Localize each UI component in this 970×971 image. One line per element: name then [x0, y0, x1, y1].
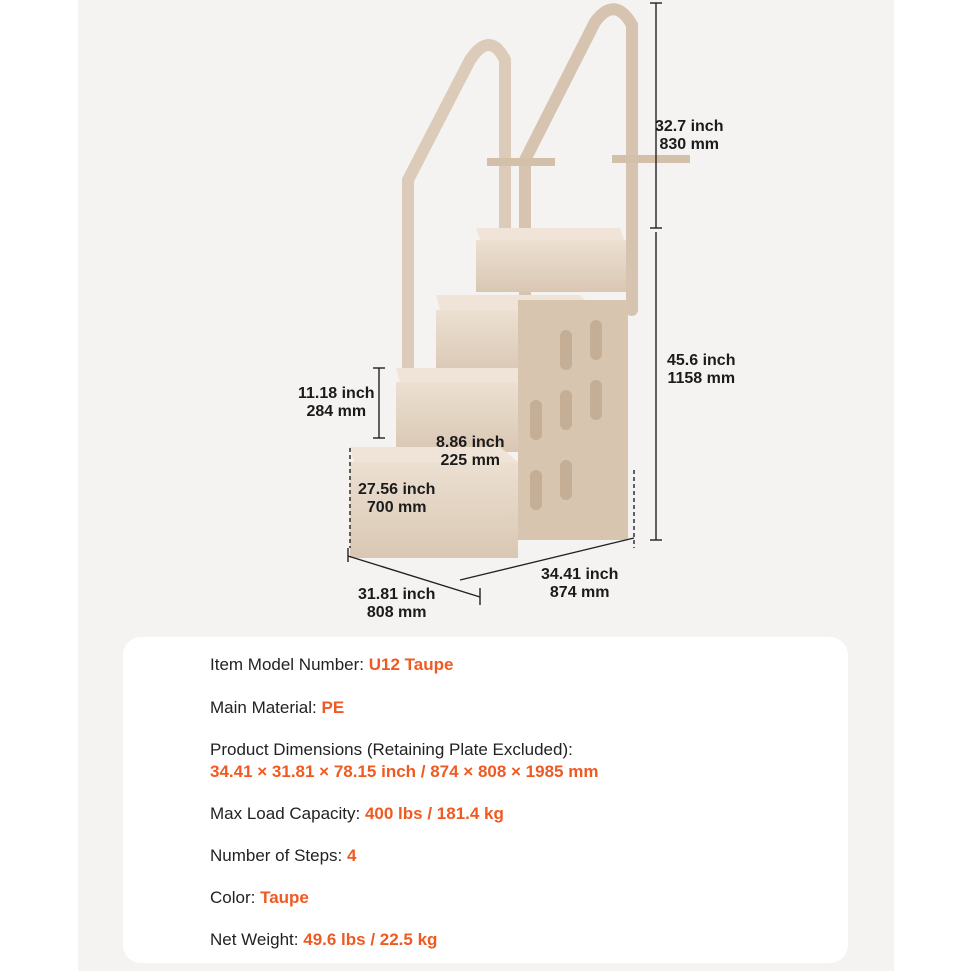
spec-value: 400 lbs / 181.4 kg: [364, 804, 504, 823]
dim-step-width: 27.56 inch 700 mm: [358, 481, 436, 516]
spec-label: Color:: [210, 888, 261, 907]
spec-load: [210, 803, 504, 825]
spec-value: PE: [321, 698, 345, 717]
dim-handrail-height: 32.7 inch 830 mm: [655, 118, 724, 153]
spec-dimensions: [210, 739, 598, 783]
spec-label: Net Weight:: [210, 930, 304, 949]
specs-card: [123, 637, 848, 963]
step-4: [476, 228, 626, 292]
dim-stair-height: 45.6 inch 1158 mm: [667, 352, 736, 387]
spec-material: [210, 697, 344, 719]
dim-step-rise: 11.18 inch 284 mm: [298, 385, 375, 420]
dim-base-depth: 34.41 inch 874 mm: [541, 566, 619, 601]
retaining-plate-right: [612, 155, 690, 163]
dim-base-width: 31.81 inch 808 mm: [358, 586, 436, 621]
spec-label: Number of Steps:: [210, 846, 348, 865]
spec-value: 4: [347, 846, 357, 865]
spec-value: Taupe: [260, 888, 309, 907]
spec-model: [210, 654, 453, 676]
spec-label: Product Dimensions (Retaining Plate Excluded):: [210, 740, 573, 759]
spec-label: Max Load Capacity:: [210, 804, 365, 823]
retaining-plate-left: [487, 158, 555, 166]
spec-value: U12 Taupe: [368, 655, 454, 674]
spec-weight: [210, 929, 437, 951]
spec-label: Main Material:: [210, 698, 322, 717]
spec-steps: [210, 845, 356, 867]
spec-value: 34.41 × 31.81 × 78.15 inch / 874 × 808 × 1985 mm: [210, 762, 599, 781]
spec-value: 49.6 lbs / 22.5 kg: [303, 930, 438, 949]
spec-label: Item Model Number:: [210, 655, 369, 674]
spec-color: [210, 887, 309, 909]
dim-step-depth: 8.86 inch 225 mm: [436, 434, 505, 469]
